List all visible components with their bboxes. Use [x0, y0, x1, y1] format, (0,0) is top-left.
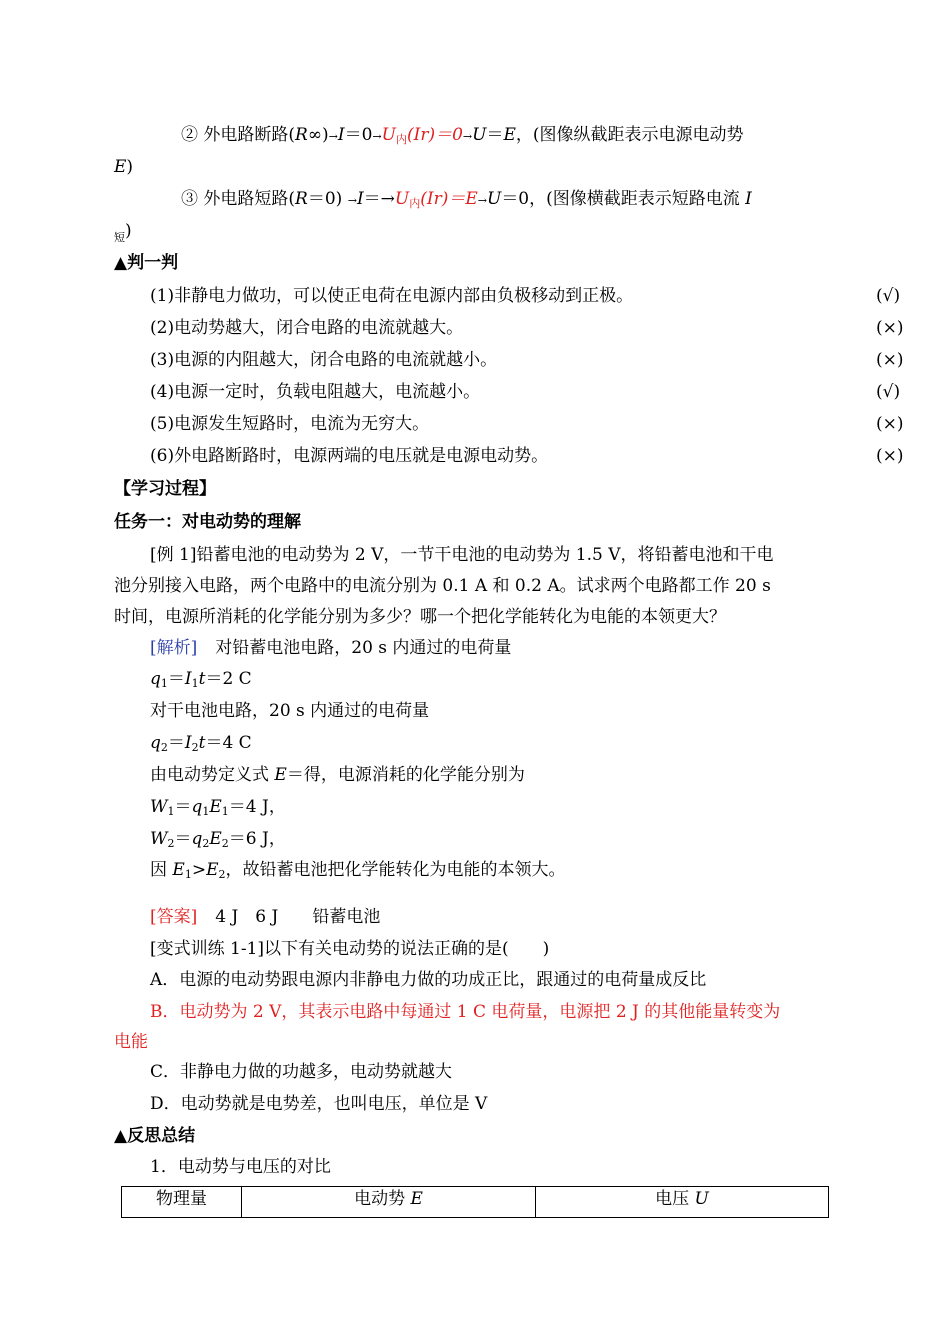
- example-paragraph-line-1: [例 1]铅蓄电池的电动势为 2 V，一节干电池的电动势为 1.5 V，将铅蓄电池和干电: [150, 545, 774, 565]
- judge-item-4: (4)电源一定时，负载电阻越大，电流越小。 (√): [150, 382, 901, 402]
- variant-option-b-cont: 电能: [114, 1032, 148, 1052]
- intro-line-short-circuit-cont: $_短$): [114, 221, 132, 244]
- intro-line-short-circuit: ③ 外电路短路$(R=0) \to I=\to U_内(Ir)=E\to U=0$，(图像横截距表示短路电流 I: [181, 189, 752, 210]
- judge-item-2: (2)电动势越大，闭合电路的电流就越大。 (×): [150, 318, 904, 338]
- task-heading: 任务一：对电动势的理解: [114, 512, 301, 532]
- judge-mark-5: (×): [876, 414, 904, 434]
- process-heading: 【学习过程】: [114, 479, 216, 499]
- analysis-line: [解析] 对铅蓄电池电路，20 s 内通过的电荷量: [150, 638, 512, 658]
- judge-item-5: (5)电源发生短路时，电流为无穷大。 (×): [150, 414, 904, 434]
- variant-question: [变式训练 1-1]以下有关电动势的说法正确的是( ): [150, 939, 550, 959]
- table-header-voltage: 电压 U: [655, 1189, 709, 1209]
- variant-option-a: A．电源的电动势跟电源内非静电力做的功成正比，跟通过的电荷量成反比: [150, 970, 707, 990]
- reflect-heading: ▲反思总结: [114, 1126, 196, 1146]
- variant-option-b: B．电动势为 2 V，其表示电路中每通过 1 C 电荷量，电源把 2 J 的其他能量转变为: [150, 1002, 781, 1022]
- variant-option-c: C．非静电力做的功越多，电动势就越大: [150, 1062, 453, 1082]
- intro-line-open-circuit: ② 外电路断路$(R\infty)\to I=0\to U_内(Ir)=0\to U=E$，(图像纵截距表示电源电动势: [181, 125, 744, 146]
- formula-w1: $W_1=q_1E_1=4$ J，: [150, 797, 286, 818]
- judge-mark-3: (×): [876, 350, 904, 370]
- example-paragraph-line-3: 时间，电源所消耗的化学能分别为多少？哪一个把化学能转化为电能的本领更大？: [114, 607, 726, 627]
- reflect-item-1: 1．电动势与电压的对比: [150, 1157, 331, 1177]
- judge-mark-2: (×): [876, 318, 904, 338]
- formula-w2: $W_2=q_2E_2=6$ J，: [150, 829, 286, 850]
- comparison-table: [121, 1186, 829, 1218]
- judge-heading: ▲判一判: [114, 253, 179, 273]
- judge-mark-4: (√): [876, 382, 901, 402]
- judge-item-3: (3)电源的内阻越大，闭合电路的电流就越小。 (×): [150, 350, 904, 370]
- intro-line-open-circuit-cont: E): [114, 157, 134, 177]
- judge-item-1: (1)非静电力做功，可以使正电荷在电源内部由负极移动到正极。 (√): [150, 286, 901, 306]
- definition-line: 由电动势定义式 E＝得，电源消耗的化学能分别为: [150, 765, 525, 785]
- judge-item-6: (6)外电路断路时，电源两端的电压就是电源电动势。 (×): [150, 446, 904, 466]
- table-header-quantity: 物理量: [122, 1187, 242, 1217]
- analysis-tag: [解析]: [150, 638, 198, 658]
- variant-option-d: D．电动势就是电势差，也叫电压，单位是 V: [150, 1094, 488, 1114]
- judge-mark-6: (×): [876, 446, 904, 466]
- conclusion-line: 因 $E_1>E_2$，故铅蓄电池把化学能转化为电能的本领大。: [150, 860, 566, 881]
- judge-mark-1: (√): [876, 286, 901, 306]
- formula-q1: $q_1=I_1t=2$ C: [150, 669, 252, 690]
- answer-tag: [答案]: [150, 907, 198, 927]
- table-header-emf: 电动势 E: [242, 1187, 536, 1217]
- answer-line: [答案] 4 J 6 J 铅蓄电池: [150, 907, 381, 927]
- formula-q2: $q_2=I_2t=4$ C: [150, 733, 252, 754]
- example-paragraph-line-2: 池分别接入电路，两个电路中的电流分别为 0.1 A 和 0.2 A。试求两个电路都工作 20 s: [114, 576, 771, 596]
- dry-cell-line: 对干电池电路，20 s 内通过的电荷量: [150, 701, 430, 721]
